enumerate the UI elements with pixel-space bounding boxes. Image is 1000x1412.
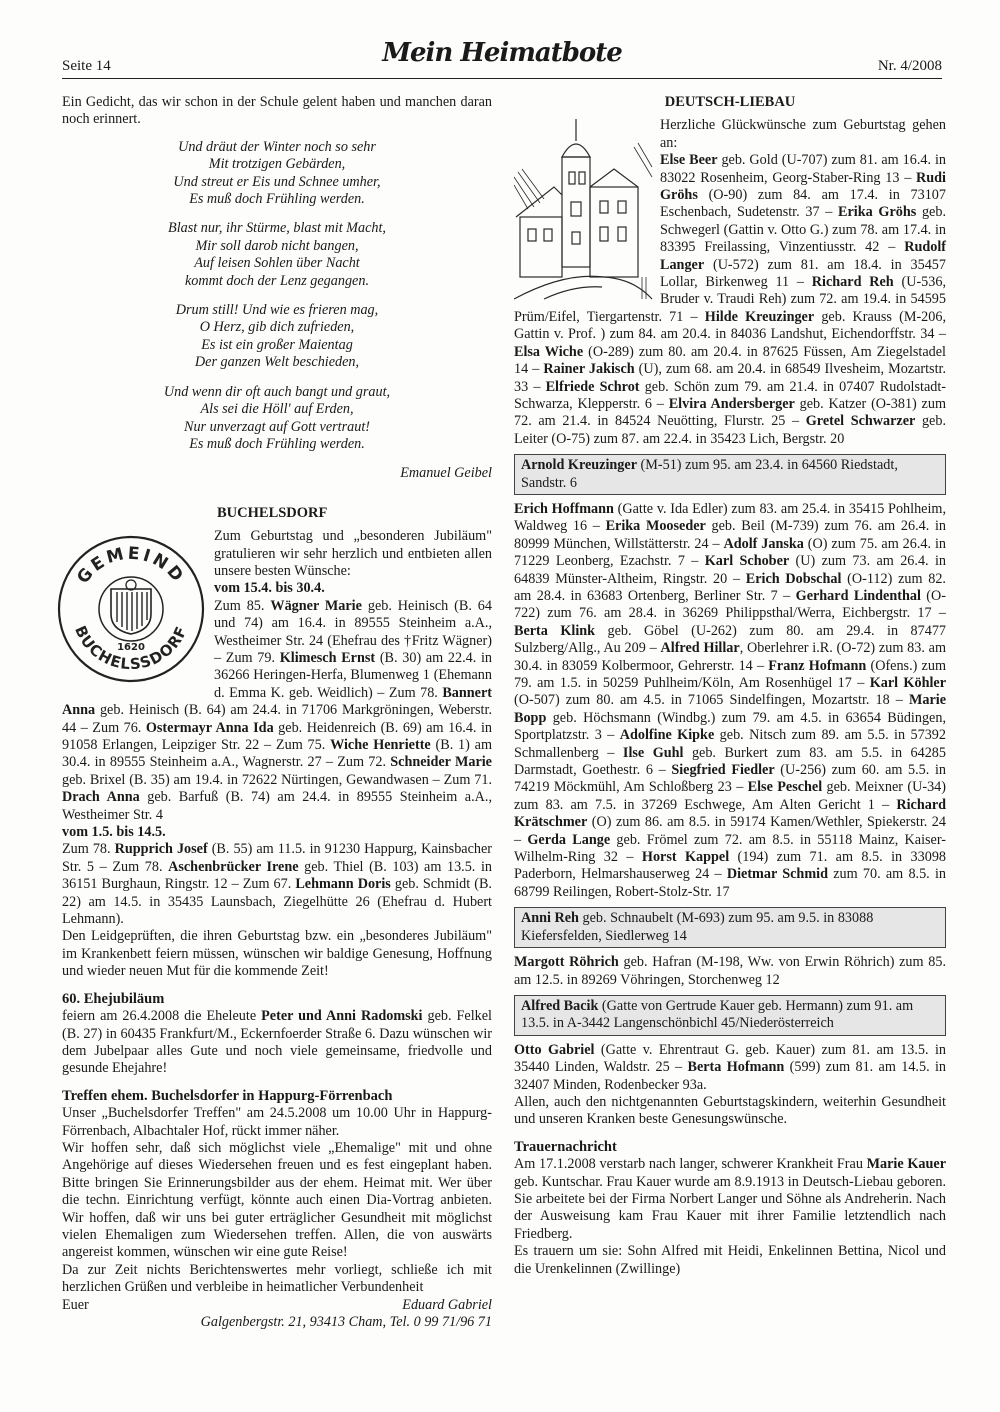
person-name: Horst Kappel: [641, 849, 730, 866]
person-name: Gerhard Lindenthal: [795, 587, 921, 604]
person-name: Adolf Janska: [723, 535, 804, 552]
birthday-list-2: Zum 78. Rupprich Josef (B. 55) am 11.5. in 91230 Happurg, Kainsbacher Str. 5 – Zum 78. Aschenbrücker Irene geb. Thiel (B. 103) am 13.5. in 36151 Burghaun, Ringstr. 12 – Zum 67. Lehmann Doris geb. Schmidt (B. 22) am 14.5. in 35435 Launsbach, Ziegelhütte 26 (Ehefrau d. Hubert Lehmann).: [62, 841, 492, 928]
person-name: Drach Anna: [62, 789, 140, 806]
poem-line: Mit trotzigen Gebärden,: [208, 156, 346, 173]
meeting-p2: Wir hoffen sehr, daß sich möglichst viele „Ehemalige" mit und ohne Angehörige auf dieses Wiedersehen freuen und es fest eingeplant haben. Bitte bringen Sie Erinnerungsbilder aus der ehem. Heimat mit. Wer über die techn. Einrichtung verfügt, könnte auch einen Dia-Vortrag anbieten. Wir hoffen, daß wir uns bei guter erträglicher Gesundheit mit möglichst vielen Ehemaligen zum Wiedersehen treffen. Allen, die von auswärts angereist kommen, wünschen wir eine gute Reise!: [62, 1139, 492, 1261]
person-name: Berta Hofmann: [687, 1059, 785, 1076]
poem-line: Und dräut der Winter noch so sehr: [178, 138, 376, 155]
person-name: Marie Bopp: [514, 692, 946, 726]
seal-bottom-text: BUCHELSSDORF: [71, 623, 191, 674]
right-column: [514, 94, 946, 1278]
left-column: [62, 94, 492, 1331]
person-name: Otto Gabriel: [514, 1041, 595, 1058]
person-name: Franz Hofmann: [768, 657, 867, 674]
person-name: Elsa Wiche: [514, 343, 584, 360]
poem-line: Der ganzen Welt beschieden,: [194, 354, 360, 371]
person-name: Elvira Andersberger: [668, 395, 795, 412]
dl-birthday-list-1: Else Beer geb. Gold (U-707) zum 81. am 16.4. in 83022 Rosenheim, Georg-Staber-Ring 13 – Rudi Gröhs (O-90) zum 84. am 17.4. in 73107 Eschenbach, Sudetenstr. 37 – Erika Gröhs geb. Schwegerl (Gattin v. Otto G.) zum 78. am 17.4. in 83395 Freilassing, Vinzentiusstr. 42 – Rudolf Langer (U-572) zum 81. am 18.4. in 35457 Lollar, Birkenweg 11 – Richard Reh (U-536, Bruder v. Traudi Reh) zum 72. am 19.4. in 54595 Prüm/Eifel, Tiergartenstr. 71 – Hilde Kreuzinger geb. Krauss (M-206, Gattin v. Prof. ) zum 84. am 20.4. in 84036 Landshut, Eichendorffstr. 34 – Elsa Wiche (O-289) zum 80. am 20.4. in 87625 Füssen, Am Ziegelstadel 14 – Rainer Jakisch (U), zum 68. am 20.4. in 68549 Ilvesheim, Mozartstr. 33 – Elfriede Schrot geb. Schön zum 79. am 21.4. in 07407 Rudolstadt-Schwarza, Klepperstr. 6 – Elvira Andersberger geb. Katzer (O-381) zum 72. am 21.4. in 84524 Neuötting, Flurstr. 25 – Gretel Schwarzer geb. Leiter (O-75) zum 87. am 22.4. in 35423 Lich, Bergstr. 20: [514, 152, 946, 447]
person-name: Wiche Henriette: [330, 737, 431, 753]
poem-line: Als sei die Höll' auf Erden,: [200, 401, 354, 418]
person-name: Ilse Guhl: [622, 744, 684, 761]
poem: [62, 139, 492, 454]
person-name: Dietmar Schmid: [726, 866, 828, 883]
person-name: Lehmann Doris: [295, 876, 391, 893]
poem-line: Es muß doch Frühling werden.: [189, 435, 365, 452]
sick-wishes: Den Leidgeprüften, die ihren Geburtstag bzw. ein „besonderes Jubiläum" im Krankenbett feiern müssen, wünschen wir baldige Genesung, Hoffnung und wieder neuen Mut für die kommende Zeit!: [62, 928, 492, 980]
anniversary-heading: 60. Ehejubiläum: [62, 990, 165, 1007]
poem-stanza: [62, 384, 492, 454]
person-name: Karl Köhler: [869, 675, 946, 691]
seal-top-text: GEMEIND: [73, 543, 189, 588]
seal-icon: [56, 534, 206, 684]
highlight-box-2: Anni Reh geb. Schnaubelt (M-693) zum 95. am 9.5. in 83088 Kiefersfelden, Siedlerweg 14: [514, 907, 946, 948]
poem-line: Drum still! Und wie es frieren mag,: [175, 302, 379, 319]
signature-line: [62, 1297, 492, 1314]
person-name: Erika Mooseder: [605, 518, 706, 535]
poem-line: Mir soll darob nicht bangen,: [195, 237, 359, 254]
person-name: Wägner Marie: [270, 597, 362, 614]
poem-intro: Ein Gedicht, das wir schon in der Schule gelent haben und manchen daran noch erinnert.: [62, 94, 492, 128]
signature-euer: Euer: [62, 1296, 89, 1313]
dl-wishes: Allen, auch den nichtgenannten Geburtstagskindern, weiterhin Gesundheit und unseren Kranken beste Genesungswünsche.: [514, 1093, 946, 1128]
poem-line: Blast nur, ihr Stürme, blast mit Macht,: [168, 220, 386, 237]
issue-number: Nr. 4/2008: [877, 58, 942, 74]
obituary-text: Am 17.1.2008 verstarb nach langer, schwerer Krankheit Frau Marie Kauer geb. Kuntschar. Frau Kauer wurde am 8.9.1913 in Deutsch-Liebau geboren. Sie arbeitete bei der Firma Norbert Langer und Söhne als Andreherin. Nach der Ausweisung kam Frau Kauer mit ihrer Familie letztendlich nach Friedberg.: [514, 1156, 946, 1242]
highlight-box-1: Arnold Kreuzinger (M-51) zum 95. am 23.4. in 64560 Riedstadt, Sandstr. 6: [514, 454, 946, 495]
person-name: Schneider Marie: [390, 754, 492, 771]
person-name: Siegfried Fiedler: [671, 762, 775, 779]
church-illustration: [514, 117, 654, 302]
person-name: Rainer Jakisch: [543, 361, 635, 378]
deutsch-liebau-intro: Herzliche Glückwünsche zum Geburtstag gehen an:: [660, 117, 946, 151]
person-name: Else Peschel: [747, 779, 823, 796]
signature-address: Galgenbergstr. 21, 93413 Cham, Tel. 0 99 71/96 71: [200, 1314, 492, 1330]
person-name: Else Beer: [660, 152, 718, 169]
meeting-p3: Da zur Zeit nichts Berichtenswertes mehr vorliegt, schließe ich mit herzlichen Grüßen und verbleibe in heimatlicher Verbundenheit: [62, 1261, 492, 1296]
meeting-p1: Unser „Buchelsdorfer Treffen" am 24.5.2008 um 10.00 Uhr in Happurg-Förrenbach, Albachtaler Hof, rückt immer näher.: [62, 1105, 492, 1139]
poem-line: Und wenn dir oft auch bangt und graut,: [163, 383, 391, 400]
person-name: Hilde Kreuzinger: [704, 308, 815, 325]
person-name: Aschenbrücker Irene: [168, 858, 299, 875]
obituary-mourners: Es trauern um sie: Sohn Alfred mit Heidi, Enkelinnen Bettina, Nicol und die Urenkelinnen (Zwillinge): [514, 1243, 946, 1277]
person-name: Gretel Schwarzer: [805, 413, 916, 430]
obituary-heading: Trauernachricht: [514, 1138, 617, 1155]
poem-line: kommt doch der Lenz gegangen.: [184, 272, 369, 289]
poem-line: Nur unverzagt auf Gott vertraut!: [183, 418, 370, 435]
person-name: Erich Hoffmann: [514, 500, 614, 517]
person-name: Erika Gröhs: [838, 204, 917, 221]
page-header: [62, 38, 942, 80]
buchelsdorf-intro: Zum Geburtstag und „besonderen Jubiläum" gratulieren wir sehr herzlich und entbieten allen unsere besten Wünsche:: [214, 528, 492, 579]
person-name: Rudolf Langer: [660, 239, 946, 273]
buchelsdorf-heading: BUCHELSDORF: [217, 504, 328, 521]
poem-stanza: [62, 302, 492, 372]
person-name: Adolfine Kipke: [619, 727, 715, 744]
signature-name: Eduard Gabriel: [402, 1296, 492, 1313]
municipal-seal: [56, 534, 206, 684]
poem-line: Es ist ein großer Maientag: [201, 336, 353, 353]
anniversary-text: feiern am 26.4.2008 die Eheleute Peter und Anni Radomski geb. Felkel (B. 27) in 60435 Frankfurt/M., Eckernfoerder Straße 6. Dazu wünschen wir dem Jubelpaar alles Gute und noch viele gemeinsame, friedvolle und gesunde Ehejahre!: [62, 1008, 492, 1077]
person-name: Elfriede Schrot: [545, 378, 640, 395]
range-label-1: vom 15.4. bis 30.4.: [214, 580, 325, 597]
person-name: Bannert Anna: [62, 684, 492, 719]
person-name: Gerda Lange: [527, 831, 611, 848]
poem-line: Und streut er Eis und Schnee umher,: [173, 173, 381, 190]
person-name: Erich Dobschal: [745, 570, 842, 587]
poem-stanza: [62, 220, 492, 290]
header-rule: [62, 78, 942, 79]
poem-line: Auf leisen Sohlen über Nacht: [194, 255, 360, 272]
range-label-2: vom 1.5. bis 14.5.: [62, 824, 166, 841]
page-number: Seite 14: [62, 58, 111, 74]
highlight-box-3: Alfred Bacik (Gatte von Gertrude Kauer geb. Hermann) zum 91. am 13.5. in A-3442 Langenschönbichl 45/Niederösterreich: [514, 995, 946, 1036]
poem-line: O Herz, gib dich zufrieden,: [199, 319, 355, 336]
poem-line: Es muß doch Frühling werden.: [189, 191, 365, 208]
person-name: Rupprich Josef: [114, 841, 208, 858]
seal-year: 1620: [117, 642, 145, 654]
person-name: Karl Schober: [704, 553, 790, 570]
church-icon: [514, 117, 654, 302]
person-name: Ostermayr Anna Ida: [145, 719, 274, 736]
person-name: Richard Reh: [811, 274, 894, 291]
person-name: Berta Klink: [514, 622, 596, 639]
birthday-list-1: Zum 85. Wägner Marie geb. Heinisch (B. 64 und 74) am 16.4. in 89555 Steinheim a.A., Westheimer Str. 24 (Ehefrau des †Fritz Wägner) – Zum 79. Klimesch Ernst (B. 30) am 22.4. in 36266 Heringen-Herfa, Blumenweg 1 (Ehemann d. Emma K. geb. Weidlich) – Zum 78. Bannert Anna geb. Heinisch (B. 64) am 24.4. in 71706 Markgröningen, Weberstr. 44 – Zum 76. Ostermayr Anna Ida geb. Heidenreich (B. 69) am 16.4. in 91058 Erlangen, Leipziger Str. 22 – Zum 75. Wiche Henriette (B. 1) am 30.4. in 89555 Steinheim a.A., Wagnerstr. 27 – Zum 72. Schneider Marie geb. Brixel (B. 35) am 19.4. in 72622 Nürtingen, Gewandwasen – Zum 71. Drach Anna geb. Barfuß (B. 74) am 24.4. in 89555 Steinheim a.A., Westheimer Str. 4: [62, 597, 493, 823]
dl-birthday-list-2: Erich Hoffmann (Gatte v. Ida Edler) zum 83. am 25.4. in 35415 Pohlheim, Waldweg 16 – Erika Mooseder geb. Beil (M-739) zum 76. am 26.4. in 80999 München, Willstätterstr. 24 – Adolf Janska (O) zum 75. am 26.4. in 71229 Leonberg, Ezachstr. 7 – Karl Schober (U) zum 73. am 26.4. in 64839 Münster-Altheim, Ringstr. 20 – Erich Dobschal (O-112) zum 82. am 28.4. in 63683 Ortenberg, Berliner Str. 7 – Gerhard Lindenthal (O-722) zum 76. am 28.4. in 36269 Philippsthal/Werra, Eichbergstr. 17 – Berta Klink geb. Göbel (U-262) zum 80. am 29.4. in 87477 Sulzberg/Allg., Au 209 – Alfred Hillar, Oberlehrer i.R. (O-72) zum 83. am 30.4. in 83059 Kolbermoor, Gehrerstr. 14 – Franz Hofmann (Ofens.) zum 79. am 1.5. in 50259 Puhlheim/Köln, Am Rosenhügel 17 – Karl Köhler (O-507) zum 80. am 4.5. in 71065 Sindelfingen, Mozartstr. 18 – Marie Bopp geb. Höchsmann (Windbg.) zum 79. am 4.5. in 63654 Büdingen, Sportplatzstr. 3 – Adolfine Kipke geb. Nitsch zum 89. am 5.5. in 57392 Schmallenberg – Ilse Guhl geb. Burkert zum 83. am 5.5. in 64285 Darmstadt, Goethestr. 6 – Siegfried Fiedler (U-256) zum 60. am 5.5. in 74219 Möckmühl, Am Schloßberg 23 – Else Peschel geb. Meixner (U-34) zum 83. am 7.5. in 37269 Eschwege, Am Alten Gericht 1 – Richard Krätschmer (O) zum 86. am 8.5. in 59174 Kamen/Wethler, Spiekerstr. 24 – Gerda Lange geb. Frömel zum 72. am 8.5. in 55118 Mainz, Kaiser-Wilhelm-Ring 32 – Horst Kappel (194) zum 71. am 8.5. in 33098 Paderborn, Helmarshauserweg 24 – Dietmar Schmid zum 70. am 8.5. in 68799 Reilingen, Robert-Stolz-Str. 17: [514, 500, 947, 900]
deutsch-liebau-heading: DEUTSCH-LIEBAU: [664, 94, 796, 110]
poem-stanza: [62, 139, 492, 209]
dl-birthday-list-3: Otto Gabriel (Gatte v. Ehrentraut G. geb. Kauer) zum 81. am 13.5. in 35440 Linden, Waldstr. 25 – Berta Hofmann (599) zum 81. am 14.5. in 32407 Minden, Rodenbecker 93a.: [514, 1041, 947, 1093]
person-name: Rudi Gröhs: [660, 169, 946, 204]
dl-birthday-entry: Margott Röhrich geb. Hafran (M-198, Ww. von Erwin Röhrich) zum 85. am 12.5. in 89269 Vöhringen, Storchenweg 12: [514, 954, 946, 988]
person-name: Klimesch Ernst: [279, 649, 376, 666]
masthead-logo: Mein Heimatbote: [382, 38, 622, 68]
person-name: Richard Krätschmer: [514, 796, 946, 831]
person-name: Alfred Hillar: [660, 640, 740, 657]
poem-author: Emanuel Geibel: [400, 465, 492, 482]
meeting-heading: Treffen ehem. Buchelsdorfer in Happurg-Förrenbach: [62, 1087, 393, 1104]
